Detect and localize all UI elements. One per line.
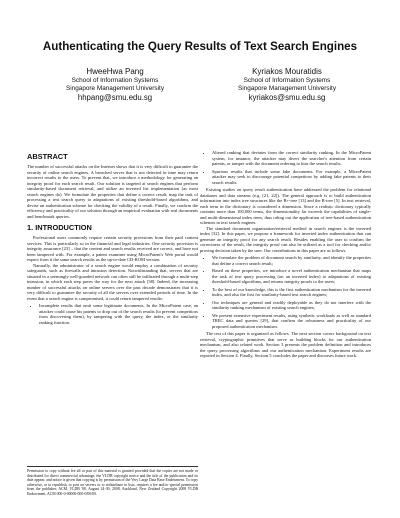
- body-paragraph: The standard document organization/retrieval method in search engines is the inverted index [32]. In this paper, we propose a framework for inverted index authentication that can generate an integrity proof for any search result. Besides enabling the user to confirm the correctness of the result, the integrity proof can also be utilized as a tool for checking and/or proving decision taken by the user. Our contributions in this paper are as follows:: [200, 225, 371, 253]
- body-paragraph: Existing studies on query result authentication have addressed the problem for relational databases and data streams (e.g. [21, 22]). The general approach is to build authentication information into index tree structures like the B+-tree [13] and the R-tree [5]. In text retrieval, each term in the dictionary is considered a dimension. Since a realistic dictionary typically contains more than 100,000 terms, the dimensionality far exceeds the capabilities of single- and multi-dimensional index trees, thus ruling out the application of tree-based authentication schemes in text search engines.: [200, 187, 371, 225]
- author-name: Kyriakos Mouratidis: [252, 67, 322, 76]
- abstract-heading: ABSTRACT: [27, 152, 68, 161]
- author-email: hhpang@smu.edu.sg: [77, 93, 153, 103]
- right-column: [200, 150, 371, 510]
- author-1: [40, 67, 190, 103]
- list-item: • Based on these properties, we introduce a novel authentication mechanism that maps the task of text query processing (on an inverted index) to adaptations of existing threshold-based algorithms, and returns integrity proofs to the users;: [212, 268, 371, 285]
- copyright-footnote: Permission to copy without fee all or part of this material is granted provided that the copies are not made or distributed for direct commercial advantage, the VLDB copyright notice and the title of the publication and its date appear, and notice is given that copying is by permission of the Very Large Data Base Endowment. To copy otherwise, or to republish, to post on servers or to redistribute to lists, requires a fee and/or special permission from the publisher, ACM. VLDB '08, August 24-30, 2008, Auckland, New Zealand Copyright 2008 VLDB Endowment, ACM 000-0-00000-000-0/00/00.: [27, 466, 198, 497]
- threat-list-cont: [200, 150, 371, 185]
- list-item: • We present extensive experiment results, using synthetic workloads as well as standard TREC data and queries [29], that confirm the robustness and practicality of our proposed authentication mechanism.: [212, 313, 371, 330]
- list-item: • Spurious results that include some fake documents. For example, a MicroPatent attacker may seek to discourage potential competitors by adding fake patents to their search results.: [212, 169, 371, 186]
- intro-heading: 1. INTRODUCTION: [27, 223, 92, 232]
- list-item: • Altered ranking that deviates from the correct similarity ranking. In the MicroPatent system, for instance, the attacker may divert the searcher's attention from certain patents, or tamper with the document ordering to bias the search results.: [212, 150, 371, 167]
- author-affiliation: Singapore Management University: [237, 84, 337, 92]
- list-item: • Incomplete results that omit some legitimate documents. In the MicroPatent case, an attacker could cause his patents to drop out of the search results (to prevent competitors from discovering them), by tampering with the query, the index, or the similarity ranking function.: [39, 303, 198, 325]
- author-2: [212, 67, 362, 103]
- author-affiliation: Singapore Management University: [65, 84, 165, 92]
- list-item: • Our techniques are general and readily deployable as they do not interfere with the similarity ranking mechanism of existing search engines;: [212, 300, 371, 311]
- left-column: [27, 152, 198, 512]
- author-email: kyriakos@smu.edu.sg: [248, 93, 326, 103]
- contribution-list: [200, 255, 371, 329]
- intro-paragraph: Naturally, the administrator of a search engine would employ a combination of security safeguards, such as firewalls and intrusion detection. Notwithstanding that, servers that are situated in a seemingly well-guarded network can often still be infiltrated through a multi-step intrusion, in which each step paves the way for the next attack [38]. Indeed, the increasing number of successful attacks on online servers over the past decade demonstrates that it is very difficult to guarantee the security of all the servers over extended periods of time. In the event that a search engine is compromised, it could return tampered results:: [27, 262, 198, 301]
- author-name: HweeHwa Pang: [86, 67, 144, 76]
- author-affiliation: School of Information Systems: [71, 77, 159, 84]
- intro-paragraph: Professional users commonly require certain security provisions from their paid content services. This is particularly so in the financial and legal industries. One security provision is integrity assurance [23] – that the content and search results received are correct, and have not been tampered with. For example, a patent examiner using MicroPatent's Web portal would expect from it the same search results as the up-to-date CD-ROM version.: [27, 235, 198, 262]
- body-paragraph: The rest of this paper is organized as follows. The next section covers background on text retrieval, cryptographic primitives that serve as building blocks for our authentication mechanism, and also related work. Section 3 presents the problem definition and introduces the query processing algorithms and our authentication mechanism. Experiment results are reported in Section 4. Finally, Section 5 concludes the paper and discusses future work.: [200, 331, 371, 358]
- author-affiliation: School of Information Systems: [243, 77, 331, 84]
- abstract-text: The number of successful attacks on the Internet shows that it is very difficult to guarantee the security of online search engines. A breached server that is not detected in time may return incorrect results to the users. To prevent that, we introduce a methodology for generating an integrity proof for each search result. Our solution is targeted at search engines that perform similarity-based document retrieval, and utilize an inverted list implementation (as most search engines do). We formulate the properties that define a correct result, map the task of processing a text search query to adaptations of existing threshold-based algorithms, and devise an authentication scheme for checking the validity of a result. Finally, we confirm the efficiency and practicality of our solution through an empirical evaluation with real documents and benchmark queries.: [27, 164, 198, 219]
- threat-list: [27, 303, 198, 325]
- paper-title: Authenticating the Query Results of Text Search Engines: [42, 40, 358, 53]
- list-item: • To the best of our knowledge, this is the first authentication mechanism for the inverted index, and also the first for similarity-based text search engines;: [212, 287, 371, 298]
- list-item: • We formulate the problem of document search by similarity, and identify the properties that define a correct search result;: [212, 255, 371, 266]
